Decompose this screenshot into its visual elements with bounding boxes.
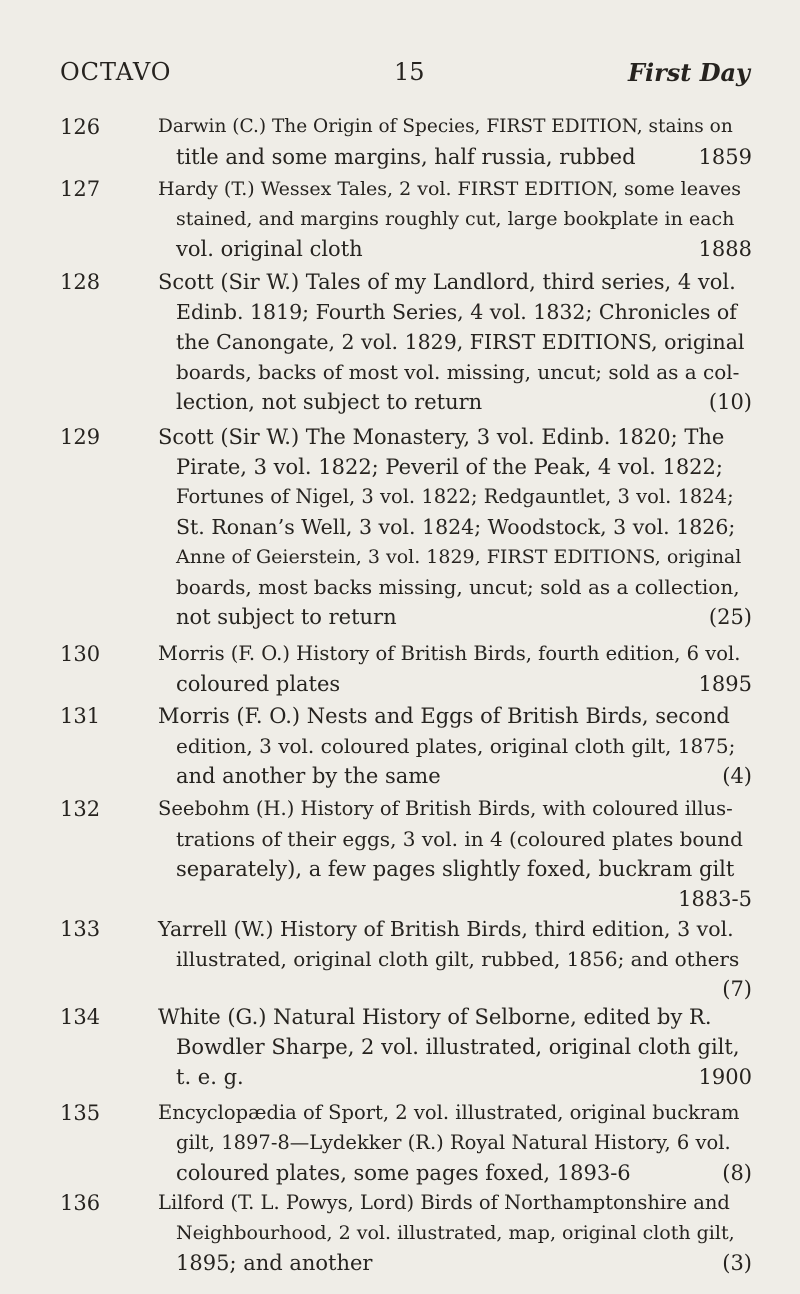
lot-line — [158, 1158, 752, 1188]
lot-line-text: boards, most backs missing, uncut; sold as a collection, — [176, 575, 740, 599]
lot-line-text: Yarrell (W.) History of British Birds, third edition, 3 vol. — [158, 917, 734, 941]
lot-line-text: title and some margins, half russia, rubbed — [176, 145, 636, 169]
lot-line — [158, 112, 752, 142]
lot-entry — [0, 174, 800, 264]
header-day: First Day — [627, 58, 750, 87]
lot-number: 130 — [60, 642, 101, 666]
lot-line-text: trations of their eggs, 3 vol. in 4 (coloured plates bound — [176, 827, 743, 851]
lot-line — [158, 731, 752, 761]
lot-entry — [0, 1188, 800, 1278]
lot-line — [158, 639, 752, 669]
lot-date-or-count: (10) — [708, 390, 752, 414]
lot-date-or-count: 1895 — [698, 672, 752, 696]
lot-line — [158, 234, 752, 264]
lot-line-text: lection, not subject to return — [176, 390, 483, 414]
lot-line-text: Encyclopædia of Sport, 2 vol. illustrated, original buckram — [158, 1101, 740, 1124]
lot-line — [158, 542, 752, 572]
lot-line-text: Morris (F. O.) History of British Birds, fourth edition, 6 vol. — [158, 642, 741, 665]
lot-line-text: coloured plates — [176, 672, 341, 696]
lot-number: 132 — [60, 797, 101, 821]
lot-line-text: Morris (F. O.) Nests and Eggs of British Birds, second — [158, 704, 730, 728]
lot-line — [158, 357, 752, 387]
lot-entry — [0, 1002, 800, 1092]
lot-number: 131 — [60, 704, 101, 728]
lot-line-text: the Canongate, 2 vol. 1829, FIRST EDITIONS, original — [176, 330, 745, 354]
lot-line — [158, 572, 752, 602]
lot-line — [158, 174, 752, 204]
lot-line — [158, 602, 752, 632]
lot-line — [158, 387, 752, 417]
lot-line-text: Lilford (T. L. Powys, Lord) Birds of Northamptonshire and — [158, 1191, 730, 1214]
lot-line — [158, 204, 752, 234]
lot-line-text: edition, 3 vol. coloured plates, original cloth gilt, 1875; — [176, 734, 736, 758]
lot-end-row — [158, 974, 752, 1004]
lot-entry — [0, 112, 800, 172]
lot-line-text: coloured plates, some pages foxed, 1893-6 — [176, 1161, 631, 1185]
lot-line — [158, 1128, 752, 1158]
lot-line — [158, 512, 752, 542]
lot-line-text: not subject to return — [176, 605, 397, 629]
lot-line — [158, 422, 752, 452]
lot-line-text: stained, and margins roughly cut, large bookplate in each — [176, 208, 735, 230]
lot-line-text: Pirate, 3 vol. 1822; Peveril of the Peak, 4 vol. 1822; — [176, 455, 723, 479]
lot-entry — [0, 794, 800, 914]
lot-entry — [0, 701, 800, 791]
lot-line-text: and another by the same — [176, 764, 441, 788]
lot-line — [158, 794, 752, 824]
lot-line-text: St. Ronan’s Well, 3 vol. 1824; Woodstock, 3 vol. 1826; — [176, 515, 736, 539]
lot-line-text: separately), a few pages slightly foxed, buckram gilt — [176, 857, 735, 881]
lot-number: 133 — [60, 917, 101, 941]
lot-entry — [0, 1098, 800, 1188]
lot-line-text: Scott (Sir W.) Tales of my Landlord, third series, 4 vol. — [158, 270, 736, 294]
lot-line — [158, 142, 752, 172]
lot-entry — [0, 422, 800, 632]
lot-line — [158, 1032, 752, 1062]
lot-line-text: Anne of Geierstein, 3 vol. 1829, FIRST EDITIONS, original — [176, 546, 742, 568]
lot-line — [158, 1062, 752, 1092]
page-number: 15 — [394, 58, 425, 86]
page-header — [60, 58, 750, 98]
lot-line — [158, 482, 752, 512]
lot-line-text: Seebohm (H.) History of British Birds, with coloured illus- — [158, 797, 733, 820]
lot-entry — [0, 639, 800, 699]
lot-line — [158, 854, 752, 884]
lot-date-or-count: 1883-5 — [678, 887, 752, 911]
lot-line — [158, 669, 752, 699]
lot-line — [158, 452, 752, 482]
lot-line — [158, 701, 752, 731]
lot-date-or-count: (25) — [708, 605, 752, 629]
lot-date-or-count: (8) — [722, 1161, 752, 1185]
lot-line — [158, 267, 752, 297]
lot-line — [158, 327, 752, 357]
lot-date-or-count: 1859 — [698, 145, 752, 169]
lot-number: 127 — [60, 177, 101, 201]
lot-line-text: Fortunes of Nigel, 3 vol. 1822; Redgauntlet, 3 vol. 1824; — [176, 485, 734, 508]
lot-line-text: Edinb. 1819; Fourth Series, 4 vol. 1832; Chronicles of — [176, 300, 737, 324]
lot-line-text: White (G.) Natural History of Selborne, edited by R. — [158, 1005, 712, 1029]
lot-line — [158, 914, 752, 944]
header-format: OCTAVO — [60, 58, 172, 86]
lot-line-text: illustrated, original cloth gilt, rubbed, 1856; and others — [176, 947, 740, 971]
lot-line-text: vol. original cloth — [176, 237, 363, 261]
lot-line-text: Hardy (T.) Wessex Tales, 2 vol. FIRST EDITION, some leaves — [158, 178, 741, 200]
lot-number: 136 — [60, 1191, 101, 1215]
lot-line — [158, 1098, 752, 1128]
lot-line — [158, 1248, 752, 1278]
lot-date-or-count: 1900 — [698, 1065, 752, 1089]
lot-end-row — [158, 884, 752, 914]
lot-number: 134 — [60, 1005, 101, 1029]
lot-number: 128 — [60, 270, 101, 294]
lot-line — [158, 824, 752, 854]
lot-line — [158, 297, 752, 327]
lot-date-or-count: (4) — [722, 764, 752, 788]
lot-date-or-count: 1888 — [698, 237, 752, 261]
lot-line-text: Scott (Sir W.) The Monastery, 3 vol. Edinb. 1820; The — [158, 425, 725, 449]
lot-number: 135 — [60, 1101, 101, 1125]
lot-line — [158, 1218, 752, 1248]
lot-line-text: 1895; and another — [176, 1251, 373, 1275]
lot-line — [158, 944, 752, 974]
lot-line — [158, 1002, 752, 1032]
lot-date-or-count: (3) — [722, 1251, 752, 1275]
lot-line — [158, 1188, 752, 1218]
lot-entry — [0, 914, 800, 1004]
lot-line — [158, 761, 752, 791]
lot-line-text: Bowdler Sharpe, 2 vol. illustrated, original cloth gilt, — [176, 1035, 740, 1059]
lot-line-text: boards, backs of most vol. missing, uncut; sold as a col- — [176, 360, 740, 384]
lot-line-text: gilt, 1897-8—Lydekker (R.) Royal Natural History, 6 vol. — [176, 1131, 731, 1154]
lot-entry — [0, 267, 800, 417]
lot-line-text: t. e. g. — [176, 1065, 244, 1089]
lot-number: 129 — [60, 425, 101, 449]
lot-line-text: Darwin (C.) The Origin of Species, FIRST EDITION, stains on — [158, 116, 733, 137]
lot-date-or-count: (7) — [722, 977, 752, 1001]
lot-line-text: Neighbourhood, 2 vol. illustrated, map, original cloth gilt, — [176, 1222, 735, 1244]
lot-number: 126 — [60, 115, 101, 139]
